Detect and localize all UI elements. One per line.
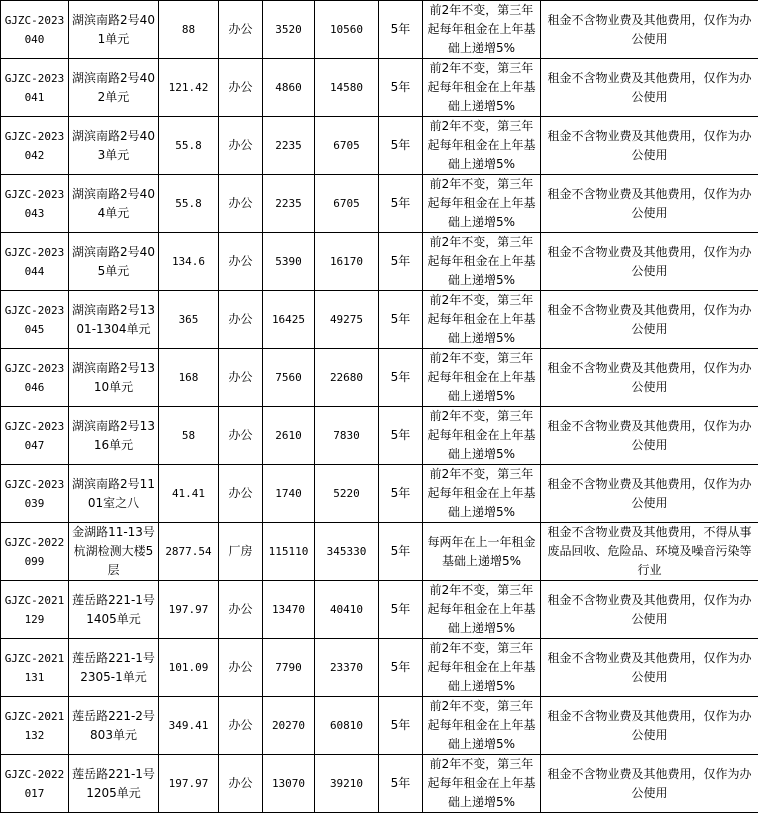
remarks-cell: 租金不含物业费及其他费用，仅作为办公使用 bbox=[541, 407, 758, 465]
table-body bbox=[1, 1, 758, 813]
listing-id-cell: GJZC-2021131 bbox=[1, 639, 69, 697]
listing-price-cell: 4860 bbox=[263, 59, 315, 117]
listing-price-cell: 2610 bbox=[263, 407, 315, 465]
total-amount-cell: 16170 bbox=[315, 233, 379, 291]
area-cell: 134.6 bbox=[159, 233, 219, 291]
listing-id-cell: GJZC-2023041 bbox=[1, 59, 69, 117]
area-cell: 349.41 bbox=[159, 697, 219, 755]
area-cell: 55.8 bbox=[159, 175, 219, 233]
usage-type-cell: 办公 bbox=[219, 291, 263, 349]
usage-type-cell: 办公 bbox=[219, 639, 263, 697]
total-amount-cell: 49275 bbox=[315, 291, 379, 349]
listing-price-cell: 16425 bbox=[263, 291, 315, 349]
usage-type-cell: 办公 bbox=[219, 697, 263, 755]
listing-price-cell: 1740 bbox=[263, 465, 315, 523]
address-cell: 湖滨南路2号1101室之八 bbox=[69, 465, 159, 523]
lease-term-cell: 5年 bbox=[379, 349, 423, 407]
rent-increase-rule-cell: 前2年不变，第三年起每年租金在上年基础上递增5% bbox=[423, 349, 541, 407]
usage-type-cell: 办公 bbox=[219, 175, 263, 233]
remarks-cell: 租金不含物业费及其他费用，仅作为办公使用 bbox=[541, 233, 758, 291]
address-cell: 莲岳路221-1号1205单元 bbox=[69, 755, 159, 813]
listing-price-cell: 2235 bbox=[263, 117, 315, 175]
total-amount-cell: 40410 bbox=[315, 581, 379, 639]
listing-price-cell: 5390 bbox=[263, 233, 315, 291]
usage-type-cell: 办公 bbox=[219, 465, 263, 523]
address-cell: 莲岳路221-1号2305-1单元 bbox=[69, 639, 159, 697]
listing-id-cell: GJZC-2023040 bbox=[1, 1, 69, 59]
remarks-cell: 租金不含物业费及其他费用，仅作为办公使用 bbox=[541, 697, 758, 755]
usage-type-cell: 办公 bbox=[219, 1, 263, 59]
usage-type-cell: 办公 bbox=[219, 117, 263, 175]
usage-type-cell: 办公 bbox=[219, 407, 263, 465]
area-cell: 365 bbox=[159, 291, 219, 349]
rent-increase-rule-cell: 前2年不变，第三年起每年租金在上年基础上递增5% bbox=[423, 1, 541, 59]
rent-increase-rule-cell: 前2年不变，第三年起每年租金在上年基础上递增5% bbox=[423, 465, 541, 523]
lease-term-cell: 5年 bbox=[379, 639, 423, 697]
listing-id-cell: GJZC-2023045 bbox=[1, 291, 69, 349]
area-cell: 197.97 bbox=[159, 755, 219, 813]
rent-increase-rule-cell: 前2年不变，第三年起每年租金在上年基础上递增5% bbox=[423, 755, 541, 813]
listing-price-cell: 7790 bbox=[263, 639, 315, 697]
remarks-cell: 租金不含物业费及其他费用，仅作为办公使用 bbox=[541, 349, 758, 407]
lease-term-cell: 5年 bbox=[379, 291, 423, 349]
address-cell: 湖滨南路2号404单元 bbox=[69, 175, 159, 233]
usage-type-cell: 办公 bbox=[219, 755, 263, 813]
lease-term-cell: 5年 bbox=[379, 407, 423, 465]
listing-price-cell: 115110 bbox=[263, 523, 315, 581]
lease-term-cell: 5年 bbox=[379, 523, 423, 581]
area-cell: 121.42 bbox=[159, 59, 219, 117]
address-cell: 湖滨南路2号1301-1304单元 bbox=[69, 291, 159, 349]
lease-term-cell: 5年 bbox=[379, 117, 423, 175]
table-row bbox=[1, 407, 758, 465]
address-cell: 湖滨南路2号1316单元 bbox=[69, 407, 159, 465]
table-row bbox=[1, 581, 758, 639]
lease-term-cell: 5年 bbox=[379, 581, 423, 639]
table-row bbox=[1, 59, 758, 117]
lease-term-cell: 5年 bbox=[379, 465, 423, 523]
remarks-cell: 租金不含物业费及其他费用，仅作为办公使用 bbox=[541, 291, 758, 349]
area-cell: 2877.54 bbox=[159, 523, 219, 581]
area-cell: 197.97 bbox=[159, 581, 219, 639]
lease-term-cell: 5年 bbox=[379, 175, 423, 233]
remarks-cell: 租金不含物业费及其他费用，仅作为办公使用 bbox=[541, 639, 758, 697]
listing-price-cell: 13470 bbox=[263, 581, 315, 639]
address-cell: 湖滨南路2号401单元 bbox=[69, 1, 159, 59]
lease-term-cell: 5年 bbox=[379, 755, 423, 813]
rent-increase-rule-cell: 前2年不变，第三年起每年租金在上年基础上递增5% bbox=[423, 291, 541, 349]
rent-increase-rule-cell: 前2年不变，第三年起每年租金在上年基础上递增5% bbox=[423, 639, 541, 697]
rent-increase-rule-cell: 前2年不变，第三年起每年租金在上年基础上递增5% bbox=[423, 59, 541, 117]
total-amount-cell: 5220 bbox=[315, 465, 379, 523]
listing-price-cell: 7560 bbox=[263, 349, 315, 407]
area-cell: 58 bbox=[159, 407, 219, 465]
remarks-cell: 租金不含物业费及其他费用，仅作为办公使用 bbox=[541, 117, 758, 175]
listing-price-cell: 13070 bbox=[263, 755, 315, 813]
lease-term-cell: 5年 bbox=[379, 1, 423, 59]
address-cell: 湖滨南路2号1310单元 bbox=[69, 349, 159, 407]
remarks-cell: 租金不含物业费及其他费用，仅作为办公使用 bbox=[541, 59, 758, 117]
total-amount-cell: 7830 bbox=[315, 407, 379, 465]
table-row bbox=[1, 1, 758, 59]
rent-increase-rule-cell: 前2年不变，第三年起每年租金在上年基础上递增5% bbox=[423, 233, 541, 291]
lease-term-cell: 5年 bbox=[379, 697, 423, 755]
listing-id-cell: GJZC-2023039 bbox=[1, 465, 69, 523]
remarks-cell: 租金不含物业费及其他费用，仅作为办公使用 bbox=[541, 581, 758, 639]
table-row bbox=[1, 291, 758, 349]
usage-type-cell: 办公 bbox=[219, 349, 263, 407]
total-amount-cell: 345330 bbox=[315, 523, 379, 581]
address-cell: 莲岳路221-1号1405单元 bbox=[69, 581, 159, 639]
address-cell: 莲岳路221-2号803单元 bbox=[69, 697, 159, 755]
area-cell: 168 bbox=[159, 349, 219, 407]
total-amount-cell: 10560 bbox=[315, 1, 379, 59]
area-cell: 88 bbox=[159, 1, 219, 59]
table-row bbox=[1, 175, 758, 233]
rent-increase-rule-cell: 前2年不变，第三年起每年租金在上年基础上递增5% bbox=[423, 407, 541, 465]
listing-id-cell: GJZC-2021129 bbox=[1, 581, 69, 639]
area-cell: 41.41 bbox=[159, 465, 219, 523]
table-row bbox=[1, 697, 758, 755]
total-amount-cell: 6705 bbox=[315, 117, 379, 175]
total-amount-cell: 60810 bbox=[315, 697, 379, 755]
total-amount-cell: 6705 bbox=[315, 175, 379, 233]
table-row bbox=[1, 755, 758, 813]
listing-id-cell: GJZC-2022017 bbox=[1, 755, 69, 813]
listing-id-cell: GJZC-2023043 bbox=[1, 175, 69, 233]
table-row bbox=[1, 233, 758, 291]
total-amount-cell: 14580 bbox=[315, 59, 379, 117]
listing-price-cell: 3520 bbox=[263, 1, 315, 59]
listing-price-cell: 20270 bbox=[263, 697, 315, 755]
lease-term-cell: 5年 bbox=[379, 59, 423, 117]
table-row bbox=[1, 349, 758, 407]
area-cell: 55.8 bbox=[159, 117, 219, 175]
total-amount-cell: 23370 bbox=[315, 639, 379, 697]
listing-id-cell: GJZC-2022099 bbox=[1, 523, 69, 581]
address-cell: 湖滨南路2号405单元 bbox=[69, 233, 159, 291]
total-amount-cell: 39210 bbox=[315, 755, 379, 813]
listing-id-cell: GJZC-2021132 bbox=[1, 697, 69, 755]
listing-id-cell: GJZC-2023047 bbox=[1, 407, 69, 465]
rent-increase-rule-cell: 前2年不变，第三年起每年租金在上年基础上递增5% bbox=[423, 581, 541, 639]
area-cell: 101.09 bbox=[159, 639, 219, 697]
usage-type-cell: 办公 bbox=[219, 233, 263, 291]
table-row bbox=[1, 639, 758, 697]
listing-id-cell: GJZC-2023044 bbox=[1, 233, 69, 291]
table-row bbox=[1, 117, 758, 175]
remarks-cell: 租金不含物业费及其他费用，仅作为办公使用 bbox=[541, 755, 758, 813]
usage-type-cell: 办公 bbox=[219, 59, 263, 117]
listing-id-cell: GJZC-2023046 bbox=[1, 349, 69, 407]
address-cell: 湖滨南路2号403单元 bbox=[69, 117, 159, 175]
table-row bbox=[1, 465, 758, 523]
listing-id-cell: GJZC-2023042 bbox=[1, 117, 69, 175]
address-cell: 湖滨南路2号402单元 bbox=[69, 59, 159, 117]
rent-increase-rule-cell: 前2年不变，第三年起每年租金在上年基础上递增5% bbox=[423, 697, 541, 755]
listing-price-cell: 2235 bbox=[263, 175, 315, 233]
remarks-cell: 租金不含物业费及其他费用，不得从事废品回收、危险品、环境及噪音污染等行业 bbox=[541, 523, 758, 581]
remarks-cell: 租金不含物业费及其他费用，仅作为办公使用 bbox=[541, 175, 758, 233]
lease-term-cell: 5年 bbox=[379, 233, 423, 291]
usage-type-cell: 厂房 bbox=[219, 523, 263, 581]
remarks-cell: 租金不含物业费及其他费用，仅作为办公使用 bbox=[541, 465, 758, 523]
table-row bbox=[1, 523, 758, 581]
address-cell: 金湖路11-13号杭湖检测大楼5层 bbox=[69, 523, 159, 581]
rent-increase-rule-cell: 前2年不变，第三年起每年租金在上年基础上递增5% bbox=[423, 117, 541, 175]
rent-increase-rule-cell: 每两年在上一年租金基础上递增5% bbox=[423, 523, 541, 581]
rent-increase-rule-cell: 前2年不变，第三年起每年租金在上年基础上递增5% bbox=[423, 175, 541, 233]
remarks-cell: 租金不含物业费及其他费用，仅作为办公使用 bbox=[541, 1, 758, 59]
total-amount-cell: 22680 bbox=[315, 349, 379, 407]
usage-type-cell: 办公 bbox=[219, 581, 263, 639]
